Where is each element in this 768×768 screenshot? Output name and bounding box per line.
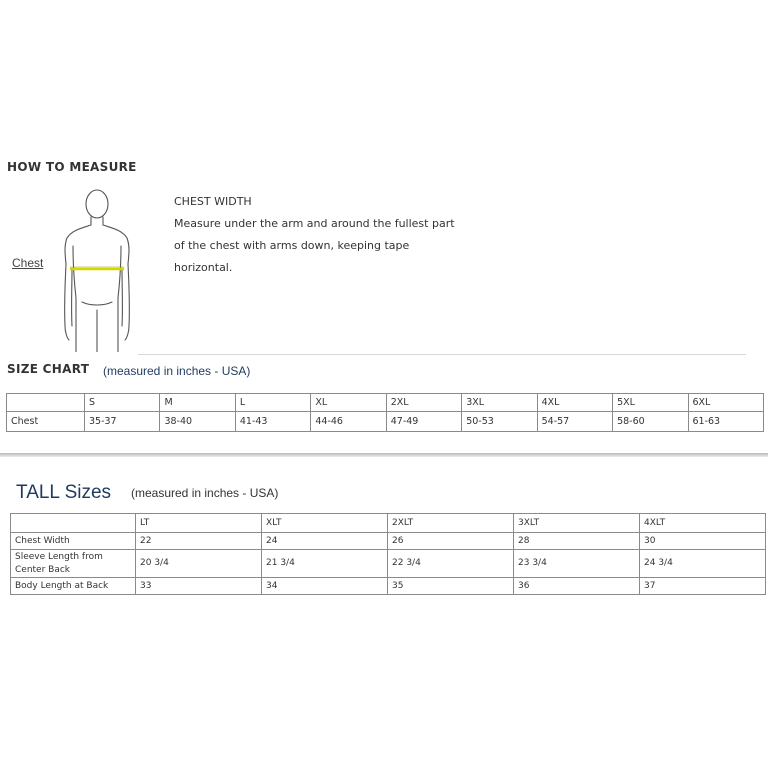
size-header-cell: 3XLT [514,514,640,533]
value-cell: 58-60 [613,412,688,432]
value-cell: 21 3/4 [262,550,388,578]
measure-title: CHEST WIDTH [174,195,252,208]
table-row [11,578,766,595]
value-cell: 50-53 [462,412,537,432]
row-label-cell: Body Length at Back [11,578,136,595]
value-cell: 23 3/4 [514,550,640,578]
table-corner-cell [11,514,136,533]
value-cell: 28 [514,533,640,550]
size-header-cell: 5XL [613,394,688,412]
value-cell: 36 [514,578,640,595]
size-header-cell: 2XLT [388,514,514,533]
value-cell: 34 [262,578,388,595]
value-cell: 35-37 [85,412,160,432]
table-row [7,412,764,432]
chest-figure-label: Chest [12,256,44,270]
tall-sizes-subheading: (measured in inches - USA) [131,486,279,500]
value-cell: 41-43 [235,412,310,432]
size-header-cell: LT [136,514,262,533]
value-cell: 22 3/4 [388,550,514,578]
size-header-cell: M [160,394,235,412]
size-chart-table [6,393,764,432]
size-header-cell: XLT [262,514,388,533]
table-corner-cell [7,394,85,412]
measure-line: horizontal. [174,261,233,274]
value-cell: 22 [136,533,262,550]
value-cell: 47-49 [386,412,461,432]
value-cell: 26 [388,533,514,550]
value-cell: 61-63 [688,412,764,432]
tall-sizes-heading: TALL Sizes [16,482,112,503]
size-header-cell: 2XL [386,394,461,412]
tall-sizes-table [10,513,766,595]
size-header-cell: 4XL [537,394,612,412]
value-cell: 44-46 [311,412,386,432]
size-header-cell: S [85,394,160,412]
value-cell: 37 [640,578,766,595]
table-header-row [7,394,764,412]
row-label-cell: Sleeve Length from Center Back [11,550,136,578]
value-cell: 33 [136,578,262,595]
table-header-row [11,514,766,533]
size-header-cell: XL [311,394,386,412]
value-cell: 20 3/4 [136,550,262,578]
value-cell: 24 [262,533,388,550]
section-separator-band [0,453,768,457]
value-cell: 24 3/4 [640,550,766,578]
size-header-cell: L [235,394,310,412]
measure-line: of the chest with arms down, keeping tape [174,239,410,252]
table-row [11,533,766,550]
measure-line: Measure under the arm and around the fullest part [174,217,455,230]
value-cell: 38-40 [160,412,235,432]
section-divider [138,354,746,355]
measure-description [174,191,455,279]
size-header-cell: 3XL [462,394,537,412]
how-to-measure-heading: HOW TO MEASURE [7,160,137,174]
size-chart-heading: SIZE CHART [7,362,90,376]
value-cell: 35 [388,578,514,595]
size-chart-subheading: (measured in inches - USA) [103,364,251,378]
value-cell: 30 [640,533,766,550]
row-label-cell: Chest [7,412,85,432]
row-label-cell: Chest Width [11,533,136,550]
table-row [11,550,766,578]
value-cell: 54-57 [537,412,612,432]
size-header-cell: 6XL [688,394,764,412]
size-header-cell: 4XLT [640,514,766,533]
